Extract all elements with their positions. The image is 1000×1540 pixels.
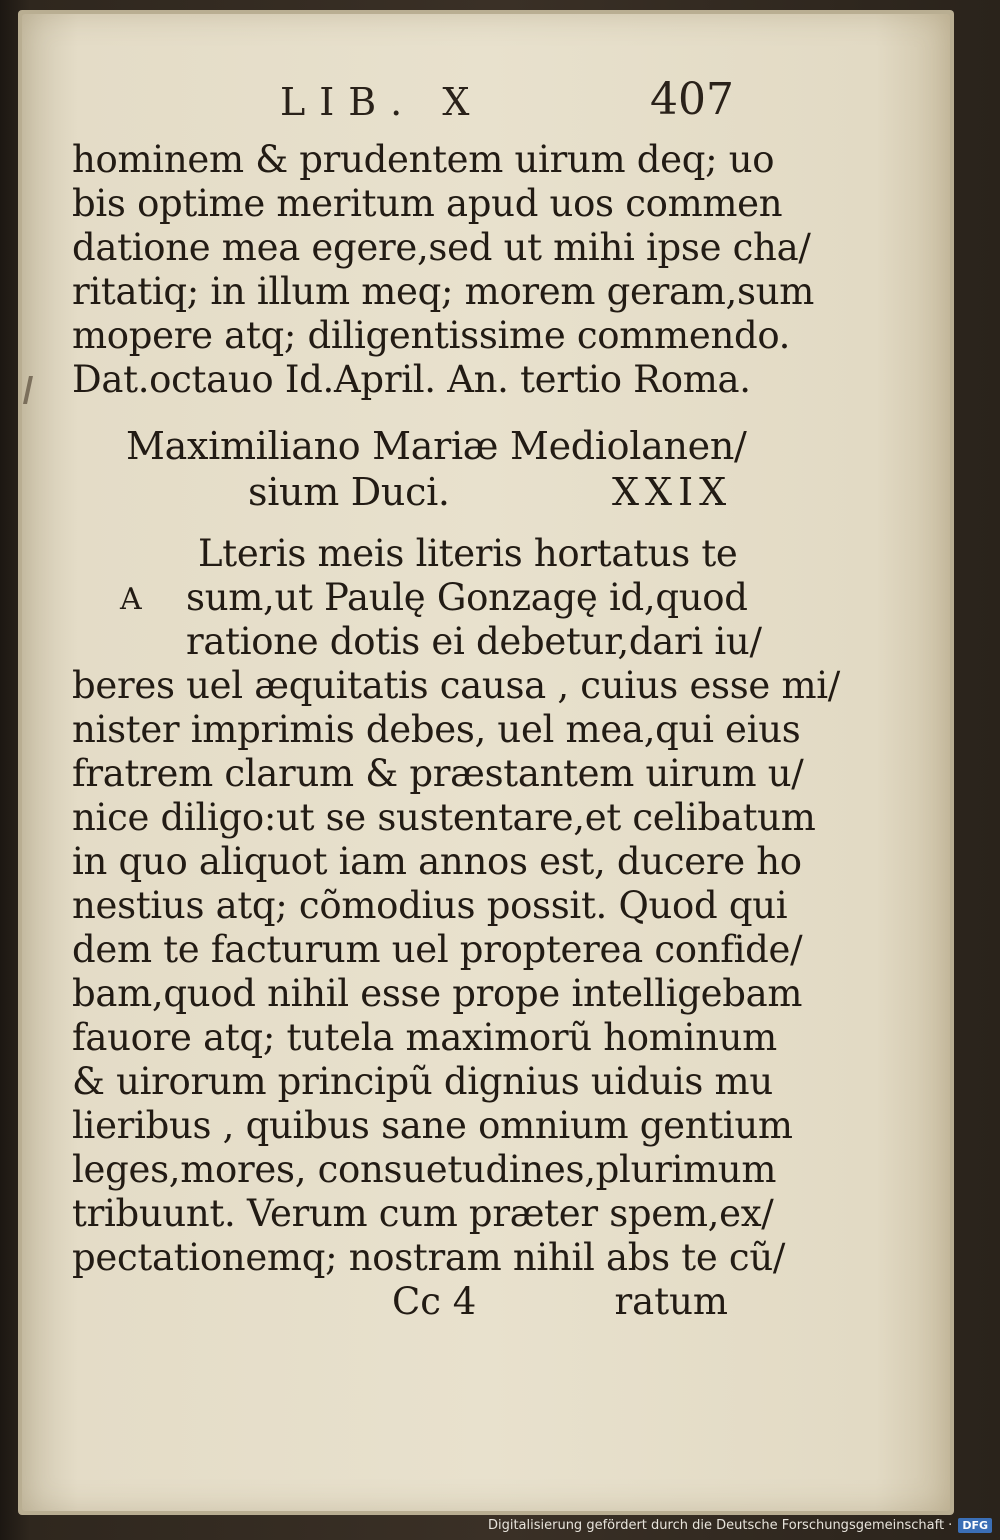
text-line: lieribus , quibus sane omnium gentium (72, 1104, 793, 1147)
catchword: ratum (614, 1280, 728, 1323)
text-line: dem te facturum uel propterea confide/ (72, 928, 803, 971)
text-line: beres uel æquitatis causa , cuius esse mi/ (72, 664, 840, 707)
dfg-logo-icon: DFG (958, 1518, 992, 1533)
page-header (250, 74, 740, 130)
marginal-letter: A (120, 582, 142, 617)
text-line: ritatiq; in illum meq; morem geram,sum (72, 270, 815, 313)
page-footer (0, 1280, 734, 1330)
text-line: datione mea egere,sed ut mihi ipse cha/ (72, 226, 811, 269)
letter-title-line2: sium Duci. (248, 470, 450, 514)
letter-title-line1: Maximiliano Mariæ Mediolanen/ (126, 424, 747, 468)
text-line: in quo aliquot iam annos est, ducere ho (72, 840, 802, 883)
running-head: LIB. X (280, 80, 484, 124)
text-line: pectationemq; nostram nihil abs te cũ/ (72, 1236, 786, 1279)
text-line: nestius atq; cõmodius possit. Quod qui (72, 884, 788, 927)
text-line: leges,mores, consuetudines,plurimum (72, 1148, 777, 1191)
text-line: mopere atq; diligentissime commendo. (72, 314, 791, 357)
margin-mark (23, 376, 33, 404)
text-line: Lteris meis literis hortatus te (198, 532, 738, 575)
text-line: hominem & prudentem uirum deq; uo (72, 138, 775, 181)
letter-number: XXIX (612, 470, 733, 514)
text-line: & uirorum principũ dignius uiduis mu (72, 1060, 773, 1103)
text-line: bis optime meritum apud uos commen (72, 182, 783, 225)
page-number: 407 (650, 74, 734, 125)
text-line: nister imprimis debes, uel mea,qui eius (72, 708, 801, 751)
text-line: ratione dotis ei debetur,dari iu/ (186, 620, 762, 663)
text-line: tribuunt. Verum cum præter spem,ex/ (72, 1192, 774, 1235)
text-line: bam,quod nihil esse prope intelligebam (72, 972, 803, 1015)
text-line: sum,ut Paulę Gonzagę id,quod (186, 576, 748, 619)
text-line: Dat.octauo Id.April. An. tertio Roma. (72, 358, 751, 401)
text-line: fauore atq; tutela maximorũ hominum (72, 1016, 777, 1059)
digitization-credit (488, 1514, 992, 1536)
signature-mark: Cc 4 (392, 1280, 477, 1323)
text-line: nice diligo:ut se sustentare,et celibatum (72, 796, 816, 839)
credit-text: Digitalisierung gefördert durch die Deutsche Forschungsgemeinschaft · (487, 1517, 953, 1533)
text-line: fratrem clarum & præstantem uirum u/ (72, 752, 804, 795)
